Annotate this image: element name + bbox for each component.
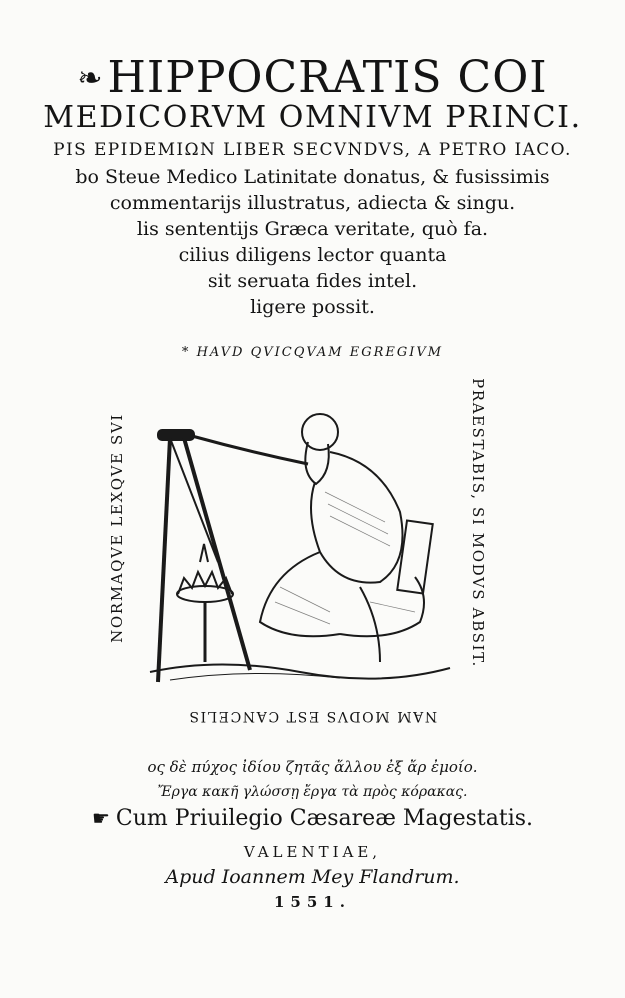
body-line-2: commentarijs illustratus, adiecta & singu. [109, 192, 516, 214]
motto-bottom: NAM MODVS EST CANCELIS [187, 708, 438, 724]
motto-top: * HAVD QVICQVAM EGREGIVM [181, 345, 444, 360]
imprint-printer: Apud Ioannem Mey Flandrum. [165, 866, 460, 888]
body-line-4: cilius diligens lector quanta [178, 244, 447, 266]
privilege-line [0, 806, 625, 831]
manicule-hand-icon: ☛ [91, 806, 110, 830]
motto-left: NORMAQVE LEXQVE SVI [108, 413, 126, 643]
privilege-text: Cum Priuilegio Cæsareæ Magestatis. [115, 806, 534, 831]
imprint-year: 1551. [274, 893, 351, 911]
fleuron-ornament-icon: ❧ [77, 61, 104, 96]
body-line-5: sit seruata fides intel. [207, 270, 418, 292]
title-main: HIPPOCRATIS COI [107, 52, 548, 103]
body-line-6: ligere possit. [250, 296, 375, 318]
imprint-city: VALENTIAE, [243, 843, 382, 861]
greek-line-2: Ἔργα κακῆ γλώσσῃ ἔργα τὰ πρὸς κόρακας. [157, 784, 468, 800]
greek-line-1: ος δὲ πύχος ἰδίου ζητᾶς ἄλλου ἐξ ἄρ ἐμοίο. [147, 758, 478, 776]
body-line-3: lis sententijs Græca veritate, quò fa. [136, 218, 489, 240]
title-line-3: PIS EPIDEMIΩN LIBER SECVNDVS, A PETRO IACO. [53, 140, 572, 160]
title-line-2: MEDICORVM OMNIVM PRINCI. [43, 100, 582, 135]
woodcut-illustration [130, 372, 460, 692]
title-line-1 [0, 52, 625, 103]
body-line-1: bo Steue Medico Latinitate donatus, & fusissimis [75, 166, 550, 188]
motto-right: PRAESTABIS, SI MODVS ABSIT. [469, 378, 487, 668]
